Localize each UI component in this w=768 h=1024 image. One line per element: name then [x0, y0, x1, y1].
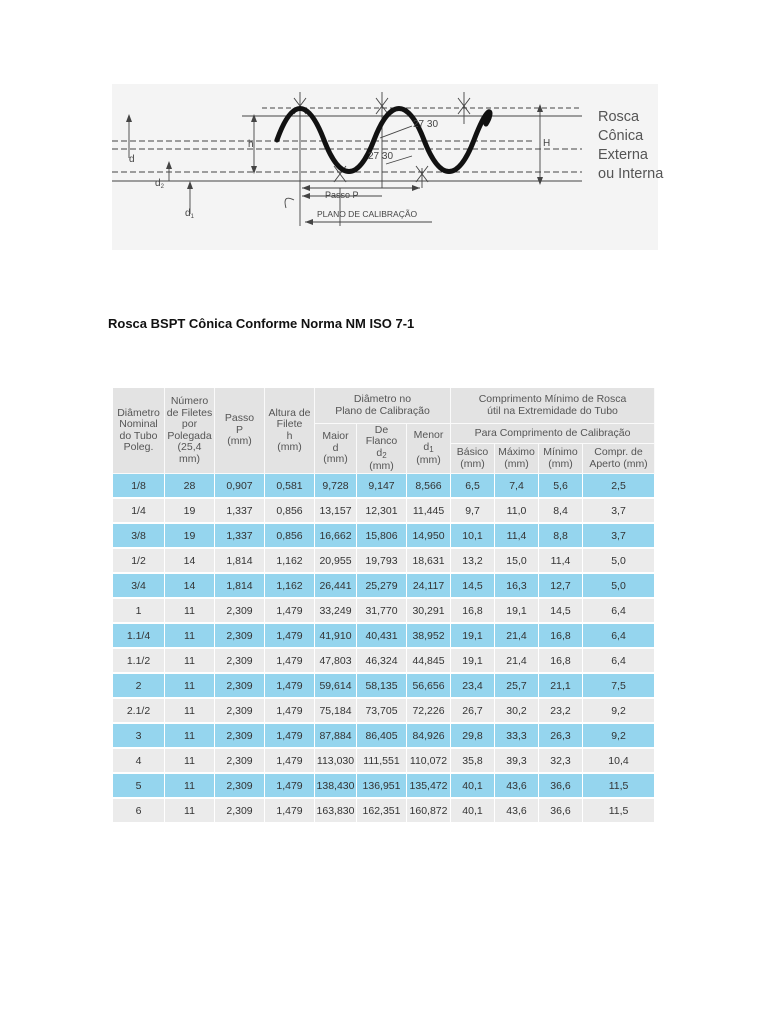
table-cell: 16,8	[539, 649, 583, 674]
table-cell: 47,803	[315, 649, 357, 674]
table-cell: 2,309	[215, 699, 265, 724]
table-cell: 43,6	[495, 774, 539, 799]
table-cell: 5	[113, 774, 165, 799]
table-cell: 58,135	[357, 674, 407, 699]
label-d1: $d_1$	[185, 208, 194, 220]
table-cell: 19	[165, 499, 215, 524]
table-row	[113, 749, 655, 774]
table-cell: 1,479	[265, 649, 315, 674]
table-cell: 11	[165, 749, 215, 774]
thread-diagram-svg	[112, 84, 658, 250]
table-cell: 30,2	[495, 699, 539, 724]
table-cell: 3,7	[583, 524, 655, 549]
caption-line: ou Interna	[598, 166, 664, 182]
table-cell: 1,479	[265, 699, 315, 724]
table-cell: 11	[165, 649, 215, 674]
table-cell: 162,351	[357, 799, 407, 824]
table-cell: 135,472	[407, 774, 451, 799]
table-cell: 1/2	[113, 549, 165, 574]
label-h: h	[248, 139, 254, 150]
table-cell: 11,4	[539, 549, 583, 574]
table-row	[113, 549, 655, 574]
table-cell: 16,8	[539, 624, 583, 649]
table-cell: 163,830	[315, 799, 357, 824]
table-cell: 14	[165, 574, 215, 599]
table-cell: 1,814	[215, 574, 265, 599]
table-cell: 21,4	[495, 624, 539, 649]
table-cell: 87,884	[315, 724, 357, 749]
table-cell: 14,950	[407, 524, 451, 549]
header-minimo: Mínimo (mm)	[539, 444, 583, 474]
label-angle-mid: 27 30	[368, 151, 394, 162]
table-body	[113, 474, 655, 824]
header-para-comprimento: Para Comprimento de Calibração	[451, 424, 655, 444]
table-cell: 14	[165, 549, 215, 574]
table-row	[113, 699, 655, 724]
table-cell: 32,3	[539, 749, 583, 774]
table-cell: 1,479	[265, 674, 315, 699]
table-cell: 11	[165, 599, 215, 624]
table-cell: 36,6	[539, 774, 583, 799]
table-cell: 9,147	[357, 474, 407, 499]
table-cell: 26,3	[539, 724, 583, 749]
caption-line: Rosca	[598, 109, 640, 125]
table-cell: 11	[165, 699, 215, 724]
table-cell: 0,856	[265, 524, 315, 549]
table-cell: 23,4	[451, 674, 495, 699]
table-cell: 25,7	[495, 674, 539, 699]
table-cell: 11,0	[495, 499, 539, 524]
table-cell: 11,5	[583, 774, 655, 799]
table-cell: 8,4	[539, 499, 583, 524]
table-cell: 11	[165, 724, 215, 749]
document-title: Rosca BSPT Cônica Conforme Norma NM ISO 7-1	[108, 316, 415, 331]
table-cell: 21,1	[539, 674, 583, 699]
table-cell: 14,5	[539, 599, 583, 624]
table-cell: 1.1/2	[113, 649, 165, 674]
table-cell: 1.1/4	[113, 624, 165, 649]
table-cell: 86,405	[357, 724, 407, 749]
table-cell: 11,4	[495, 524, 539, 549]
table-cell: 3/8	[113, 524, 165, 549]
table-cell: 2,309	[215, 624, 265, 649]
table-cell: 1,337	[215, 499, 265, 524]
table-cell: 19	[165, 524, 215, 549]
table-cell: 7,5	[583, 674, 655, 699]
table-cell: 113,030	[315, 749, 357, 774]
table-cell: 11,445	[407, 499, 451, 524]
table-cell: 15,0	[495, 549, 539, 574]
table-cell: 5,6	[539, 474, 583, 499]
table-cell: 56,656	[407, 674, 451, 699]
table-cell: 8,566	[407, 474, 451, 499]
header-compr-aperto: Compr. de Aperto (mm)	[583, 444, 655, 474]
table-cell: 13,157	[315, 499, 357, 524]
table-cell: 2,5	[583, 474, 655, 499]
table-cell: 24,117	[407, 574, 451, 599]
table-cell: 26,7	[451, 699, 495, 724]
table-row	[113, 574, 655, 599]
table-cell: 1,479	[265, 749, 315, 774]
table-cell: 5,0	[583, 549, 655, 574]
table-cell: 1,337	[215, 524, 265, 549]
table-cell: 2,309	[215, 749, 265, 774]
table-cell: 3,7	[583, 499, 655, 524]
spec-table	[113, 388, 655, 824]
table-cell: 31,770	[357, 599, 407, 624]
table-cell: 73,705	[357, 699, 407, 724]
table-cell: 0,581	[265, 474, 315, 499]
table-cell: 5,0	[583, 574, 655, 599]
table-row	[113, 774, 655, 799]
table-cell: 19,793	[357, 549, 407, 574]
table-cell: 2,309	[215, 674, 265, 699]
table-cell: 136,951	[357, 774, 407, 799]
table-cell: 1/8	[113, 474, 165, 499]
table-cell: 19,1	[451, 624, 495, 649]
table-cell: 160,872	[407, 799, 451, 824]
table-cell: 11,5	[583, 799, 655, 824]
table-cell: 25,279	[357, 574, 407, 599]
label-d2: $d_2$	[155, 178, 164, 190]
table-cell: 46,324	[357, 649, 407, 674]
table-cell: 21,4	[495, 649, 539, 674]
table-cell: 2,309	[215, 774, 265, 799]
table-cell: 11	[165, 799, 215, 824]
table-cell: 1/4	[113, 499, 165, 524]
table-cell: 18,631	[407, 549, 451, 574]
table-cell: 9,7	[451, 499, 495, 524]
table-cell: 40,1	[451, 799, 495, 824]
label-d: d	[129, 154, 135, 165]
table-cell: 15,806	[357, 524, 407, 549]
table-cell: 16,8	[451, 599, 495, 624]
table-cell: 26,441	[315, 574, 357, 599]
table-cell: 43,6	[495, 799, 539, 824]
table-cell: 33,249	[315, 599, 357, 624]
table-cell: 1	[113, 599, 165, 624]
table-cell: 12,7	[539, 574, 583, 599]
header-de-flanco: De Flanco $d_2$ (mm)	[357, 424, 407, 474]
table-cell: 7,4	[495, 474, 539, 499]
table-cell: 1,479	[265, 774, 315, 799]
table-cell: 19,1	[451, 649, 495, 674]
table-cell: 2,309	[215, 799, 265, 824]
table-cell: 110,072	[407, 749, 451, 774]
table-row	[113, 649, 655, 674]
table-cell: 36,6	[539, 799, 583, 824]
table-cell: 3	[113, 724, 165, 749]
caption-line: Cônica	[598, 128, 644, 144]
table-cell: 6,4	[583, 649, 655, 674]
header-altura-filete: Altura de Filete h (mm)	[265, 388, 315, 474]
table-cell: 6,4	[583, 599, 655, 624]
table-cell: 0,856	[265, 499, 315, 524]
label-plano-calibracao: PLANO DE CALIBRAÇÃO	[317, 209, 418, 219]
caption-line: Externa	[598, 147, 648, 163]
table-cell: 6,5	[451, 474, 495, 499]
table-cell: 6	[113, 799, 165, 824]
table-cell: 59,614	[315, 674, 357, 699]
table-cell: 41,910	[315, 624, 357, 649]
table-cell: 6,4	[583, 624, 655, 649]
table-cell: 1,162	[265, 549, 315, 574]
table-cell: 19,1	[495, 599, 539, 624]
header-basico: Básico (mm)	[451, 444, 495, 474]
table-cell: 2	[113, 674, 165, 699]
table-cell: 1,479	[265, 799, 315, 824]
diagram-caption	[598, 108, 663, 184]
table-cell: 28	[165, 474, 215, 499]
table-cell: 9,2	[583, 699, 655, 724]
table-cell: 11	[165, 674, 215, 699]
table-cell: 29,8	[451, 724, 495, 749]
table-cell: 16,662	[315, 524, 357, 549]
table-cell: 13,2	[451, 549, 495, 574]
table-cell: 72,226	[407, 699, 451, 724]
table-row	[113, 674, 655, 699]
header-diametro-nominal: Diâmetro Nominal do Tubo Poleg.	[113, 388, 165, 474]
header-diametro-plano: Diâmetro no Plano de Calibração	[315, 388, 451, 424]
table-cell: 35,8	[451, 749, 495, 774]
table-cell: 40,1	[451, 774, 495, 799]
table-row	[113, 599, 655, 624]
table-cell: 44,845	[407, 649, 451, 674]
table-cell: 40,431	[357, 624, 407, 649]
table-cell: 16,3	[495, 574, 539, 599]
table-cell: 1,162	[265, 574, 315, 599]
table-cell: 8,8	[539, 524, 583, 549]
table-cell: 23,2	[539, 699, 583, 724]
table-cell: 33,3	[495, 724, 539, 749]
table-cell: 2,309	[215, 599, 265, 624]
table-row	[113, 474, 655, 499]
label-passo: Passo P	[325, 190, 359, 200]
table-cell: 2,309	[215, 649, 265, 674]
table-cell: 39,3	[495, 749, 539, 774]
table-cell: 12,301	[357, 499, 407, 524]
table-row	[113, 724, 655, 749]
header-passo: Passo P (mm)	[215, 388, 265, 474]
table-row	[113, 799, 655, 824]
table-cell: 1,479	[265, 599, 315, 624]
table-row	[113, 499, 655, 524]
table-cell: 0,907	[215, 474, 265, 499]
table-cell: 11	[165, 774, 215, 799]
table-cell: 20,955	[315, 549, 357, 574]
thread-profile-diagram	[112, 84, 658, 250]
header-maximo: Máximo (mm)	[495, 444, 539, 474]
table-cell: 1,814	[215, 549, 265, 574]
table-header	[113, 388, 655, 474]
table-cell: 10,4	[583, 749, 655, 774]
table-row	[113, 624, 655, 649]
header-numero-filetes: Número de Filetes por Polegada (25,4 mm)	[165, 388, 215, 474]
table-cell: 138,430	[315, 774, 357, 799]
table-cell: 1,479	[265, 724, 315, 749]
table-cell: 2.1/2	[113, 699, 165, 724]
table-cell: 111,551	[357, 749, 407, 774]
header-maior: Maior d (mm)	[315, 424, 357, 474]
header-comprimento-minimo: Comprimento Mínimo de Rosca útil na Extremidade do Tubo	[451, 388, 655, 424]
header-menor: Menor $d_1$ (mm)	[407, 424, 451, 474]
table-cell: 14,5	[451, 574, 495, 599]
table-cell: 10,1	[451, 524, 495, 549]
bspt-thread-table	[113, 388, 655, 824]
table-cell: 1,479	[265, 624, 315, 649]
table-cell: 3/4	[113, 574, 165, 599]
table-cell: 75,184	[315, 699, 357, 724]
table-cell: 38,952	[407, 624, 451, 649]
table-cell: 2,309	[215, 724, 265, 749]
table-cell: 9,728	[315, 474, 357, 499]
label-angle-top: 27 30	[413, 119, 439, 130]
table-row	[113, 524, 655, 549]
table-cell: 30,291	[407, 599, 451, 624]
table-cell: 84,926	[407, 724, 451, 749]
table-cell: 11	[165, 624, 215, 649]
table-cell: 4	[113, 749, 165, 774]
label-H: H	[543, 138, 551, 149]
table-cell: 9,2	[583, 724, 655, 749]
